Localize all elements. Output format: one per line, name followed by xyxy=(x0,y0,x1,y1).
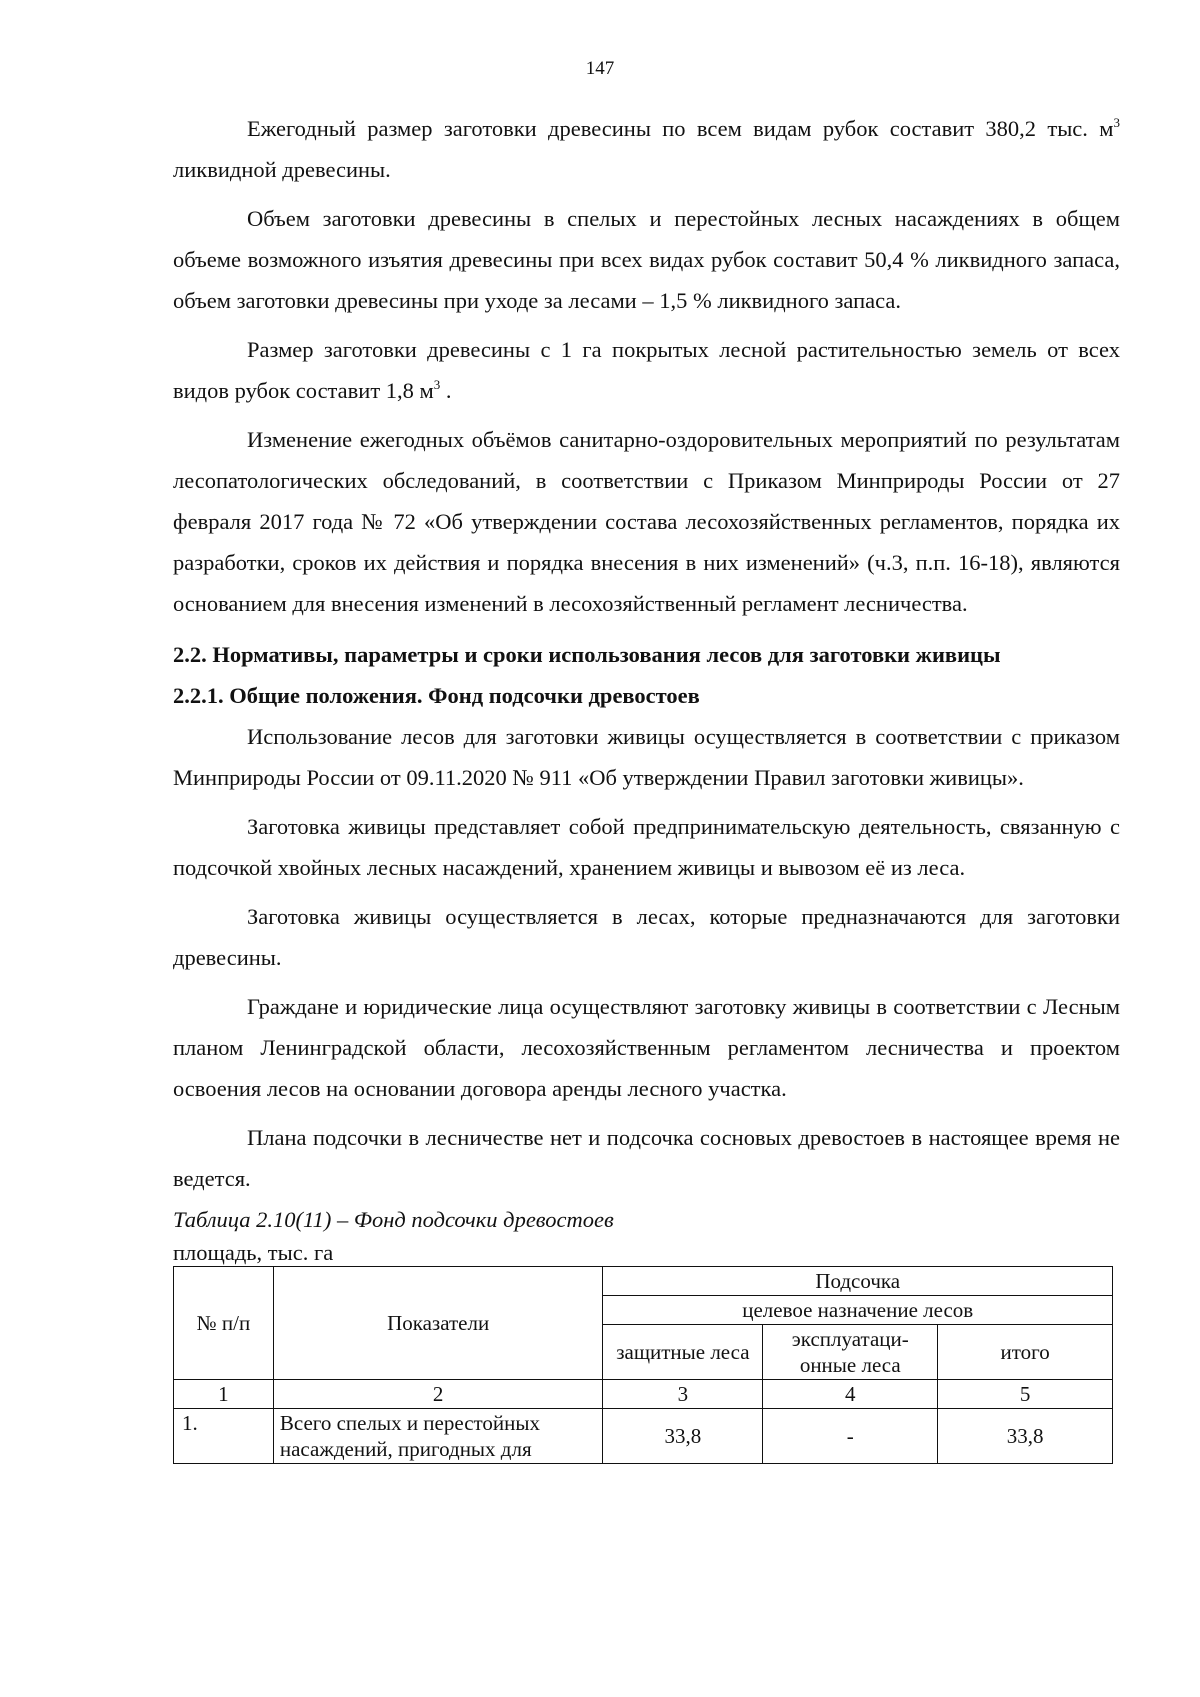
paragraph-sanitary-changes xyxy=(173,419,1120,624)
row-num: 1. xyxy=(174,1409,274,1464)
row-indicator: Всего спелых и перестойных насаждений, пригодных для xyxy=(273,1409,603,1464)
col-number: 3 xyxy=(603,1380,763,1409)
header-purpose: целевое назначение лесов xyxy=(603,1296,1113,1325)
header-protective: защитные леса xyxy=(603,1325,763,1380)
header-total: итого xyxy=(938,1325,1113,1380)
paragraph-resin-usage: Использование лесов для заготовки живицы осуществляется в соответствии с приказом Минприроды России от 09.11.2020 № 911 «Об утверждении Правил заготовки живицы». xyxy=(173,724,1120,790)
paragraph-text: Размер заготовки древесины с 1 га покрытых лесной растительностью земель от всех видов рубок составит 1,8 м xyxy=(173,337,1120,403)
body-text xyxy=(173,108,1120,1464)
paragraph-text: ликвидной древесины. xyxy=(173,157,391,182)
row-total: 33,8 xyxy=(938,1409,1113,1464)
col-number: 1 xyxy=(174,1380,274,1409)
row-exploitation: - xyxy=(763,1409,938,1464)
section-heading: 2.2. Нормативы, параметры и сроки использования лесов для заготовки живицы xyxy=(173,642,1001,667)
col-number: 5 xyxy=(938,1380,1113,1409)
paragraph-annual-harvest xyxy=(173,108,1120,190)
paragraph-resin-legal: Граждане и юридические лица осуществляют заготовку живицы в соответствии с Лесным планом Ленинградской области, лесохозяйственным регламентом лесничества и проектом освоения лесов на основании договора аренды лесного участка. xyxy=(173,994,1120,1101)
paragraph-text: Ежегодный размер заготовки древесины по всем видам рубок составит 380,2 тыс. м xyxy=(247,116,1114,141)
table-units: площадь, тыс. га xyxy=(173,1240,334,1265)
row-protective: 33,8 xyxy=(603,1409,763,1464)
col-number: 4 xyxy=(763,1380,938,1409)
table-header-row xyxy=(174,1267,1113,1296)
table-col-numbers-row xyxy=(174,1380,1113,1409)
paragraph-harvest-volume xyxy=(173,198,1120,321)
paragraph-tapping-plan: Плана подсочки в лесничестве нет и подсочка сосновых древостоев в настоящее время не ведется. xyxy=(173,1125,1120,1191)
paragraph-resin-forests: Заготовка живицы осуществляется в лесах, которые предназначаются для заготовки древесины. xyxy=(173,904,1120,970)
paragraph-harvest-per-ha xyxy=(173,329,1120,411)
paragraph-resin-activity: Заготовка живицы представляет собой предпринимательскую деятельность, связанную с подсочкой хвойных лесных насаждений, хранением живицы и вывозом её из леса. xyxy=(173,814,1120,880)
subsection-heading: 2.2.1. Общие положения. Фонд подсочки древостоев xyxy=(173,683,700,708)
paragraph-text: Изменение ежегодных объёмов санитарно-оздоровительных мероприятий по результатам лесопатологических обследований, в соответствии с Приказом Минприроды России от 27 февраля 2017 года № 72 «Об утверждении состава лесохозяйственных регламентов, порядка их разработки, сроков их действия и порядка внесения в них изменений» (ч.3, п.п. 16-18), являются основанием для внесения изменений в лесохозяйственный регламент лесничества. xyxy=(173,427,1120,616)
page-number: 147 xyxy=(585,58,615,79)
header-exploitation: эксплуатаци-онные леса xyxy=(763,1325,938,1380)
paragraph-text: . xyxy=(440,378,452,403)
superscript: 3 xyxy=(1113,115,1120,130)
header-tapping: Подсочка xyxy=(603,1267,1113,1296)
header-num: № п/п xyxy=(174,1267,274,1380)
header-indicators: Показатели xyxy=(273,1267,603,1380)
tapping-fund-table xyxy=(173,1266,1113,1464)
superscript: 3 xyxy=(433,377,441,392)
table-row xyxy=(174,1409,1113,1464)
paragraph-text: Объем заготовки древесины в спелых и перестойных лесных насаждениях в общем объеме возможного изъятия древесины при всех видах рубок составит 50,4 % ликвидного запаса, объем заготовки древесины при уходе за лесами – 1,5 % ликвидного запаса. xyxy=(173,206,1120,313)
table-caption: Таблица 2.10(11) – Фонд подсочки древостоев xyxy=(173,1207,614,1232)
col-number: 2 xyxy=(273,1380,603,1409)
